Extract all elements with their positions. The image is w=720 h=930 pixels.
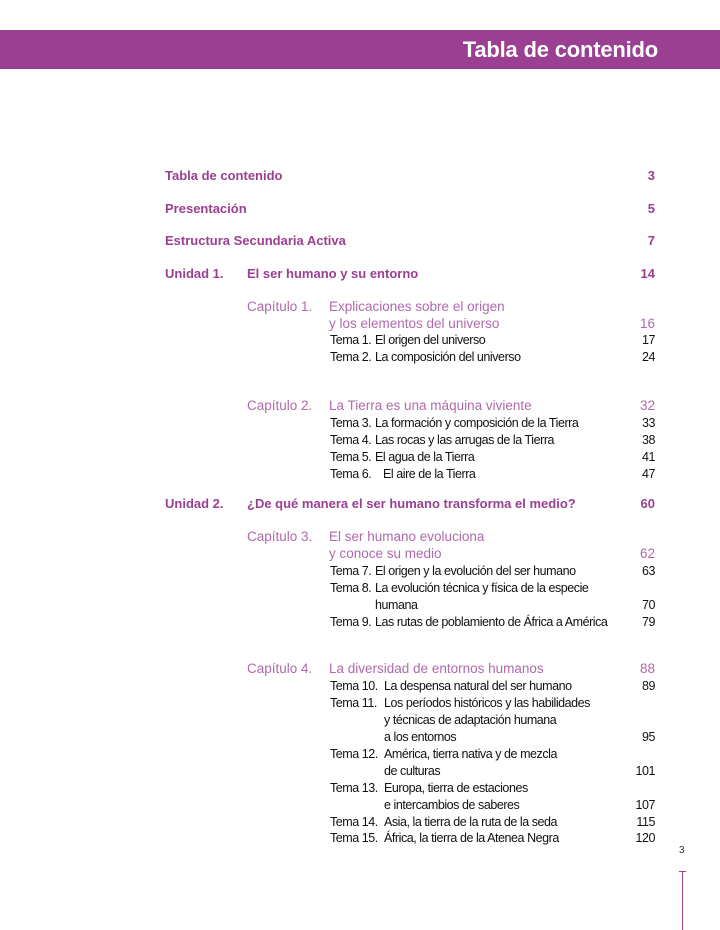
chapter-title: El ser humano evoluciona [329,529,485,544]
toc-topic [0,466,720,482]
topic-title: La formación y composición de la Tierra [375,416,579,430]
topic-page: 107 [635,798,655,812]
topic-label: Tema 14. [330,815,378,829]
topic-label: Tema 15. [330,831,378,845]
chapter-title: y conoce su medio [329,546,442,561]
toc-topic [0,678,720,694]
topic-page: 24 [641,350,655,364]
topic-label: Tema 13. [330,781,378,795]
topic-page: 79 [641,615,655,629]
topic-title: y técnicas de adaptación humana [384,713,557,727]
unit-title: ¿De qué manera el ser humano transforma el medio? [247,496,576,511]
toc-chapter [0,661,720,677]
topic-title: Europa, tierra de estaciones [384,781,528,795]
toc-topic [0,563,720,579]
toc-entry-label: Tabla de contenido [165,168,283,183]
toc-topic [0,695,720,711]
topic-title: La despensa natural del ser humano [384,679,572,693]
chapter-page: 88 [639,661,655,676]
topic-title: El origen del universo [375,333,486,347]
topic-label: Tema 2. [330,350,372,364]
topic-page: 89 [641,679,655,693]
topic-page: 17 [641,333,655,347]
topic-title: América, tierra nativa y de mezcla [384,747,557,761]
toc-topic [0,415,720,431]
toc-topic [0,580,720,596]
topic-page: 120 [635,831,655,845]
topic-label: Tema 8. [330,581,372,595]
topic-label: Tema 11. [330,696,377,710]
topic-title: La evolución técnica y física de la especie [375,581,589,595]
topic-title: Las rutas de poblamiento de África a América [375,615,608,629]
chapter-title: Explicaciones sobre el origen [329,299,505,314]
toc-chapter [0,529,720,545]
toc-topic [0,349,720,365]
topic-label: Tema 1. [330,333,372,347]
chapter-label: Capítulo 3. [247,529,313,544]
toc-entry-label: Presentación [165,201,247,216]
toc-topic [0,432,720,448]
topic-label: Tema 12. [330,747,378,761]
topic-title: e intercambios de saberes [384,798,520,812]
page-title: Tabla de contenido [462,37,658,62]
topic-title: África, la tierra de la Atenea Negra [384,831,559,845]
topic-title: humana [375,598,418,612]
chapter-label: Capítulo 2. [247,398,313,413]
topic-title: Asia, la tierra de la ruta de la seda [384,815,558,829]
chapter-page: 32 [639,398,655,413]
chapter-page: 62 [639,546,655,561]
topic-page: 101 [635,764,655,778]
topic-label: Tema 7. [330,564,372,578]
unit-title: El ser humano y su entorno [247,266,419,281]
topic-page: 33 [641,416,655,430]
unit-label: Unidad 1. [165,266,224,281]
topic-title: de culturas [384,764,441,778]
footer-rule [682,871,683,930]
toc-entry-label: Estructura Secundaria Activa [165,233,346,248]
unit-label: Unidad 2. [165,496,224,511]
toc-chapter-continued [0,316,720,332]
toc-unit [0,496,720,512]
chapter-title: La Tierra es una máquina viviente [329,398,532,413]
toc-chapter [0,299,720,315]
topic-page: 63 [641,564,655,578]
topic-title: El agua de la Tierra [375,450,475,464]
topic-label: Tema 10. [330,679,378,693]
toc-topic [0,614,720,630]
toc-topic [0,332,720,348]
header-bar [0,30,720,69]
topic-label: Tema 6. [330,467,372,481]
toc-entry-page: 7 [647,233,655,248]
topic-page: 95 [641,730,655,744]
topic-label: Tema 4. [330,433,372,447]
toc-entry-page: 3 [647,168,655,183]
topic-page: 38 [641,433,655,447]
toc-entry-front [0,168,720,184]
topic-page: 41 [641,450,655,464]
toc-topic [0,449,720,465]
chapter-page: 16 [639,316,655,331]
topic-page: 70 [641,598,655,612]
chapter-title: y los elementos del universo [329,316,500,331]
toc-topic-continued [0,763,720,779]
toc-topic-continued [0,712,720,728]
toc-chapter [0,398,720,414]
chapter-label: Capítulo 4. [247,661,313,676]
topic-page: 47 [641,467,655,481]
toc-topic [0,746,720,762]
topic-title: La composición del universo [375,350,521,364]
topic-label: Tema 5. [330,450,372,464]
topic-title: a los entornos [384,730,457,744]
toc-topic [0,830,720,846]
toc-unit [0,266,720,282]
topic-label: Tema 9. [330,615,372,629]
chapter-title: La diversidad de entornos humanos [329,661,544,676]
unit-page: 14 [640,266,655,281]
topic-title: Las rocas y las arrugas de la Tierra [375,433,555,447]
toc-chapter-continued [0,546,720,562]
toc-topic-continued [0,797,720,813]
toc-topic-continued [0,597,720,613]
topic-title: El aire de la Tierra [383,467,476,481]
chapter-label: Capítulo 1. [247,299,313,314]
topic-page: 115 [636,815,655,829]
page-number: 3 [679,845,685,856]
topic-label: Tema 3. [330,416,372,430]
topic-title: Los períodos históricos y las habilidades [384,696,590,710]
toc-entry-front [0,201,720,217]
unit-page: 60 [640,496,655,511]
toc-topic-continued [0,729,720,745]
toc-topic [0,814,720,830]
toc-entry-page: 5 [647,201,655,216]
topic-title: El origen y la evolución del ser humano [375,564,576,578]
toc-entry-front [0,233,720,249]
toc-topic [0,780,720,796]
